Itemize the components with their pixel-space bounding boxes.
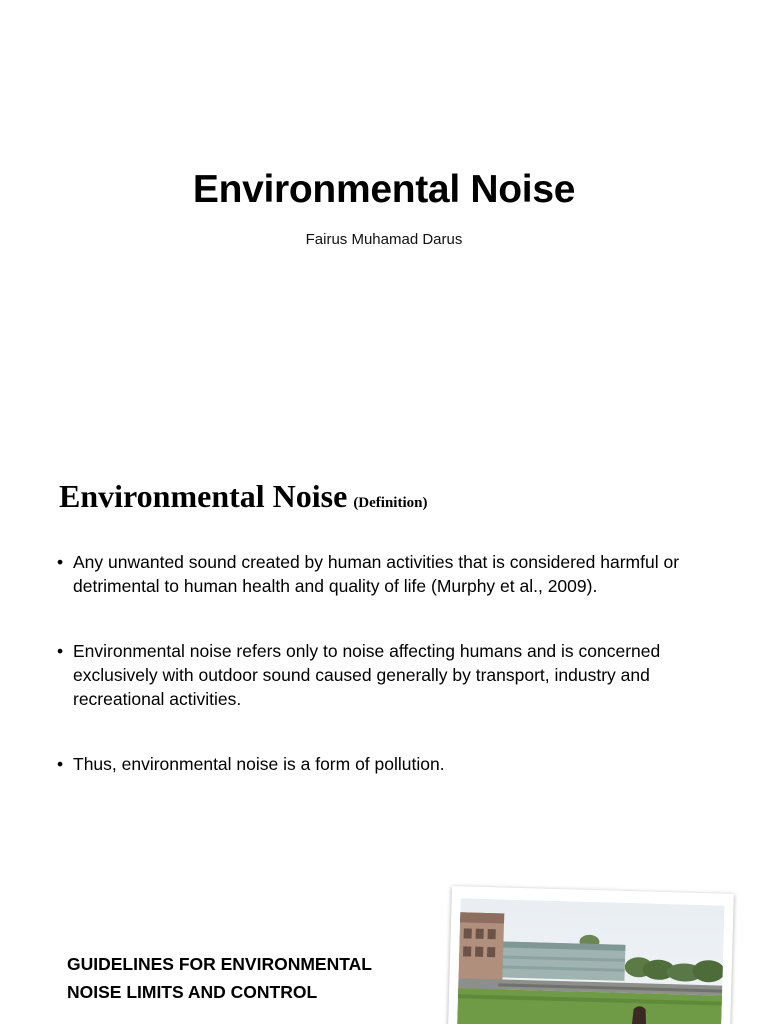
definition-heading	[59, 478, 427, 515]
slide-title	[0, 0, 768, 430]
industrial-site-image	[456, 898, 725, 1024]
guidelines-heading-line1: GUIDELINES FOR ENVIRONMENTAL	[67, 954, 372, 974]
bullet-item	[57, 639, 717, 711]
bullet-dot-icon: •	[57, 754, 64, 774]
bullet-dot-icon: •	[57, 641, 64, 661]
industrial-site-photo	[447, 886, 734, 1024]
definition-heading-main: Environmental Noise	[59, 478, 348, 514]
slide-definition	[0, 430, 768, 860]
guidelines-heading-line2: NOISE LIMITS AND CONTROL	[67, 982, 318, 1002]
bullet-text: Any unwanted sound created by human activities that is considered harmful or detrimental to human health and quality of life (Murphy et al., 2009).	[73, 552, 680, 596]
bullet-item	[57, 752, 717, 776]
definition-bullet-list	[57, 550, 717, 817]
bullet-text: Environmental noise refers only to noise affecting humans and is concerned exclusively with outdoor sound caused generally by transport, industry and recreational activities.	[73, 641, 661, 709]
author-name: Fairus Muhamad Darus	[305, 231, 463, 248]
bullet-text: Thus, environmental noise is a form of pollution.	[73, 754, 445, 774]
guidelines-heading	[67, 950, 427, 1006]
definition-heading-suffix: (Definition)	[353, 495, 428, 511]
bullet-dot-icon: •	[57, 552, 64, 572]
presentation-title: Environmental Noise	[192, 168, 576, 211]
bullet-item	[57, 550, 717, 598]
slide-guidelines	[0, 860, 768, 1024]
